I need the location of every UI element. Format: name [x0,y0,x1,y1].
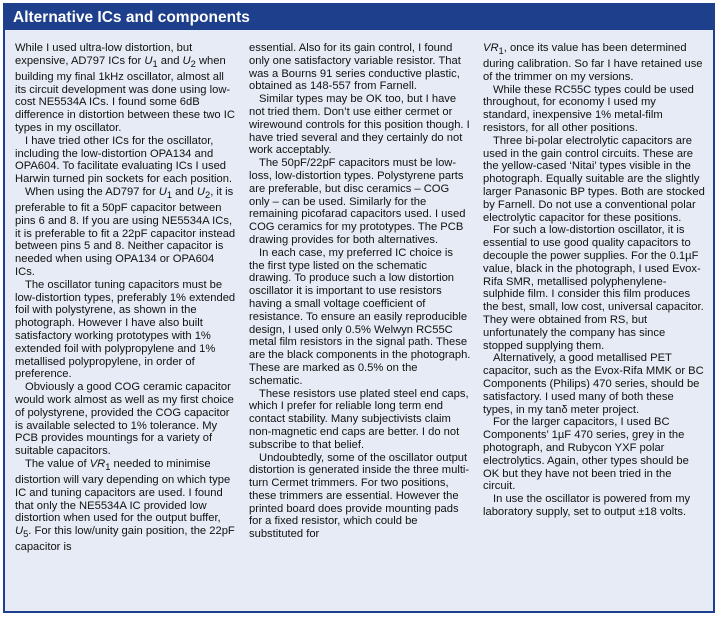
sidebar-panel [3,3,715,613]
paragraph: Undoubtedly, some of the oscillator output distortion is generated inside the three multi-turn Cermet trimmers. For two positions, these trimmers are essential. However the printed board does provide mounting pads for a fixed resistor, which could be substituted for [249,451,470,541]
paragraph: Obviously a good COG ceramic capacitor would work almost as well as my first choice of polystyrene, provided the COG capacitor is available selected to 1% tolerance. My PCB provides mountings for a variety of suitable capacitors. [15,381,234,458]
paragraph: While I used ultra-low distortion, but expensive, AD797 ICs for $U_1$ and $U_2$ when building my final 1kHz oscillator, almost all its circuit development was done using low-cost NE5534A ICs. I found some 6dB difference in distortion between these two IC types in my oscillator. [15,42,235,135]
paragraph: In each case, my preferred IC choice is the first type listed on the schematic drawing. To produce such a low distortion oscillator it is important to use resistors having a small voltage coefficient of resistance. To ensure an easily reproducible design, I used only 0.5% Welwyn RC55C metal film resistors in the signal path. These are the black components in the photograph. These are marked as 0.5% on the schematic. [249,246,471,387]
paragraph: The value of $VR_1$ needed to minimise distortion will vary depending on which type IC and tuning capacitors are used. I found that only the NE5534A IC provided low distortion when used for the output buffer, $U_5$. For this low/unity gain position, the 22pF capacitor is [15,457,235,554]
paragraph: essential. Also for its gain control, I found only one satisfactory variable resistor. That was a Bourns 91 series conductive plastic, obtained as 148-557 from Farnell. [249,42,461,93]
paragraph: While these RC55C types could be used throughout, for economy I used my standard, inexpensive 1% metal-film resistors, for all other positions. [483,83,694,135]
paragraph: For the larger capacitors, I used BC Components’ 1µF 470 series, grey in the photograph, and Rubycon YXF polar electrolytics. Again, other types should be OK but they have not been tried in the circuit. [483,416,689,493]
text-column-1 [15,42,237,554]
paragraph: In use the oscillator is powered from my laboratory supply, set to output ±18 volts. [483,493,691,518]
paragraph: Three bi-polar electrolytic capacitors are used in the gain control circuits. These are the yellow-cased ‘Nitai’ types visible in the photograph. Equally suitable are the slightly larger Panasonic BP types. Both are stocked by Farnell. Do not use a conventional polar electrolytic capacitor for these positions. [483,134,705,224]
paragraph: The oscillator tuning capacitors must be low-distortion types, preferably 1% extended foil with polystyrene, as shown in the photograph. However I have also built satisfactory working prototypes with 1% extended foil with polypropylene and 1% metallised polypropylene, in order of preference. [15,278,236,381]
text-column-2 [249,42,471,554]
panel-title: Alternative ICs and components [13,8,250,26]
panel-header [5,5,713,30]
paragraph: When using the AD797 for $U_1$ and $U_2$, it is preferable to fit a 50pF capacitor between pins 6 and 8. If you are using NE5534A ICs, it is preferable to fit a 22pF capacitor instead between pins 5 and 8. Neither capacitor is needed when using OPA134 or OPA604 ICs. [15,186,236,279]
paragraph: For such a low-distortion oscillator, it is essential to use good quality capacitors to decouple the power supplies. For the 0.1µF value, black in the photograph, I used Evox-Rifa SMR, metallised polyphenylene-sulphide film. I consider this film produces the best, small, low cost, universal capacitor. They were obtained from RS, but unfortunately the company has since stopped supplying them. [483,224,704,352]
text-column-3 [483,42,705,554]
paragraph: $VR_1$, once its value has been determined during calibration. So far I have retained use of the trimmer on my versions. [483,42,703,83]
paragraph: These resistors use plated steel end caps, which I prefer for reliable long term end contact stability. Many subjectivists claim non-magnetic end caps are better. I do not subscribe to that belief. [249,387,469,451]
paragraph: Alternatively, a good metallised PET capacitor, such as the Evox-Rifa MMK or BC Components (Philips) 470 series, should be satisfactory. I used many of both these types, in my tanδ meter project. [483,352,704,416]
paragraph: Similar types may be OK too, but I have not tried them. Don’t use either cermet or wirewound controls for this position though. I have tried several and they certainly do not work acceptably. [249,93,470,157]
text-columns [5,30,713,554]
paragraph: The 50pF/22pF capacitors must be low-loss, low-distortion types. Polystyrene parts are preferable, but disc ceramics – COG only – can be used. Similarly for the remaining picofarad capacitors used. I used COG ceramics for my prototypes. The PCB drawing provides for both alternatives. [249,157,466,246]
paragraph: I have tried other ICs for the oscillator, including the low-distortion OPA134 and OPA604. To facilitate evaluating ICs I used Harwin turned pin sockets for each position. [15,134,233,186]
